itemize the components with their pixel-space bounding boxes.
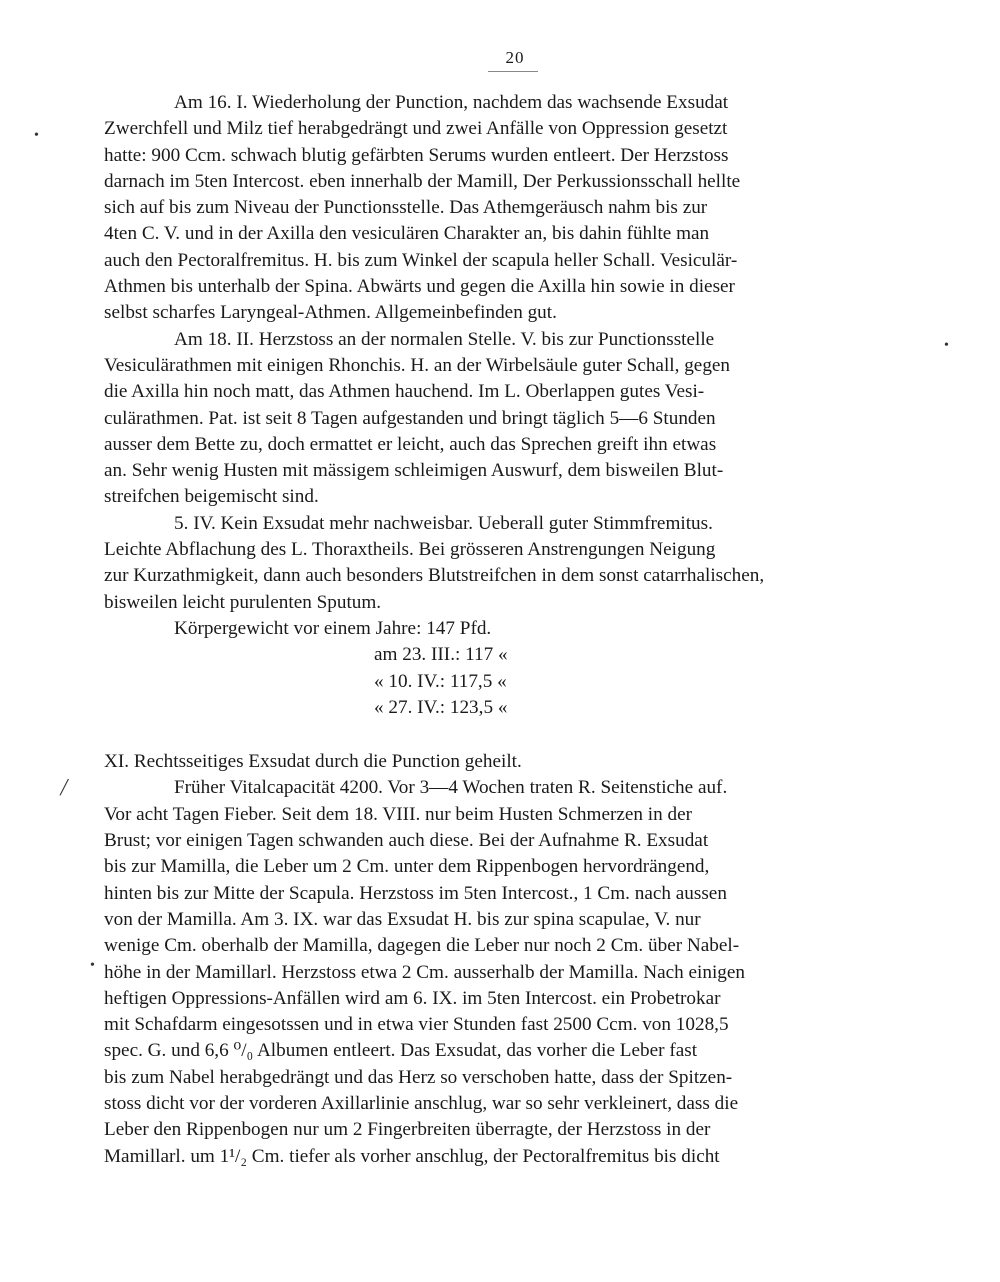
stray-mark: ╱: [60, 781, 69, 796]
page-number-rule: [488, 71, 538, 72]
text-line: streifchen beigemischt sind.: [104, 486, 319, 508]
text-line: Mamillarl. um 1¹/₂ Cm. tiefer als vorher anschlug, der Pectoralfremitus bis dicht: [104, 1145, 720, 1167]
body-weight-list: [104, 616, 940, 721]
paragraph-16-jan: [104, 90, 940, 327]
text-line: zur Kurzathmigkeit, dann auch besonders Blutstreifchen in dem sonst catarrhalischen,: [104, 565, 765, 587]
text-line: bisweilen leicht purulenten Sputum.: [104, 591, 382, 613]
paragraph-5-apr: [104, 511, 940, 616]
page-number: 20: [505, 48, 525, 67]
text-line: selbst scharfes Laryngeal-Athmen. Allgemeinbefinden gut.: [104, 302, 557, 324]
stray-mark: •: [944, 338, 949, 353]
text-line: ausser dem Bette zu, doch ermattet er leicht, auch das Sprechen greift ihn etwas: [104, 433, 717, 455]
text-line: bis zur Mamilla, die Leber um 2 Cm. unter dem Rippenbogen hervordrängend,: [104, 856, 710, 878]
text-line: Leichte Abflachung des L. Thoraxtheils. Bei grösseren Anstrengungen Neigung: [104, 539, 716, 561]
text-line: bis zum Nabel herabgedrängt und das Herz so verschoben hatte, dass der Spitzen-: [104, 1066, 733, 1088]
text-line: Früher Vitalcapacität 4200. Vor 3—4 Wochen traten R. Seitenstiche auf.: [174, 777, 728, 799]
text-line: Zwerchfell und Milz tief herabgedrängt und zwei Anfälle von Oppression gesetzt: [104, 118, 728, 140]
paragraph-18-feb: [104, 327, 940, 511]
text-line: Vesiculärathmen mit einigen Rhonchis. H. an der Wirbelsäule guter Schall, gegen: [104, 354, 731, 376]
stray-mark: •: [90, 958, 95, 973]
text-line: 5. IV. Kein Exsudat mehr nachweisbar. Ueberall guter Stimmfremitus.: [174, 512, 713, 534]
text-line: hinten bis zur Mitte der Scapula. Herzstoss im 5ten Intercost., 1 Cm. nach aussen: [104, 882, 727, 904]
text-line: Leber den Rippenbogen nur um 2 Fingerbreiten überragte, der Herzstoss in der: [104, 1119, 711, 1141]
weight-row: « 10. IV.: 117,5 «: [374, 670, 507, 692]
section-xi: [104, 749, 940, 1170]
text-line: wenige Cm. oberhalb der Mamilla, dagegen die Leber nur noch 2 Cm. über Nabel-: [104, 935, 740, 957]
page-text: [104, 90, 940, 1170]
text-line: Am 16. I. Wiederholung der Punction, nachdem das wachsende Exsudat: [174, 92, 729, 113]
text-line: hatte: 900 Ccm. schwach blutig gefärbten Serums wurden entleert. Der Herzstoss: [104, 144, 729, 166]
text-line: sich auf bis zum Niveau der Punctionsstelle. Das Athemgeräusch nahm bis zur: [104, 197, 708, 219]
text-line: heftigen Oppressions-Anfällen wird am 6. IX. im 5ten Intercost. ein Probetrokar: [104, 987, 721, 1009]
text-line: an. Sehr wenig Husten mit mässigem schleimigen Auswurf, dem bisweilen Blut-: [104, 460, 724, 482]
text-line: von der Mamilla. Am 3. IX. war das Exsudat H. bis zur spina scapulae, V. nur: [104, 908, 701, 930]
text-line: auch den Pectoralfremitus. H. bis zum Winkel der scapula heller Schall. Vesiculär-: [104, 249, 738, 271]
text-line: spec. G. und 6,6 ⁰/₀ Albumen entleert. Das Exsudat, das vorher die Leber fast: [104, 1040, 698, 1062]
text-line: stoss dicht vor der vorderen Axillarlinie anschlug, war so sehr verkleinert, dass die: [104, 1092, 739, 1114]
text-line: die Axilla hin noch matt, das Athmen hauchend. Im L. Oberlappen gutes Vesi-: [104, 381, 705, 403]
text-line: Vor acht Tagen Fieber. Seit dem 18. VIII. nur beim Husten Schmerzen in der: [104, 803, 692, 825]
text-line: mit Schafdarm eingesotssen und in etwa vier Stunden fast 2500 Ccm. von 1028,5: [104, 1014, 729, 1036]
weight-intro: Körpergewicht vor einem Jahre: 147 Pfd.: [174, 617, 492, 639]
text-line: Brust; vor einigen Tagen schwanden auch diese. Bei der Aufnahme R. Exsudat: [104, 830, 709, 852]
weight-row: « 27. IV.: 123,5 «: [374, 696, 508, 718]
text-line: culärathmen. Pat. ist seit 8 Tagen aufgestanden und bringt täglich 5—6 Stunden: [104, 407, 716, 429]
text-line: Am 18. II. Herzstoss an der normalen Stelle. V. bis zur Punctionsstelle: [174, 328, 715, 350]
section-gap: [104, 721, 940, 749]
section-heading: XI. Rechtsseitiges Exsudat durch die Punction geheilt.: [104, 751, 522, 773]
text-line: 4ten C. V. und in der Axilla den vesiculären Charakter an, bis dahin fühlte man: [104, 223, 710, 245]
text-line: höhe in der Mamillarl. Herzstoss etwa 2 Cm. ausserhalb der Mamilla. Nach einigen: [104, 961, 746, 983]
stray-mark: •: [34, 128, 39, 143]
text-line: Athmen bis unterhalb der Spina. Abwärts und gegen die Axilla hin sowie in dieser: [104, 276, 735, 298]
text-line: darnach im 5ten Intercost. eben innerhalb der Mamill, Der Perkussionsschall hellte: [104, 170, 741, 192]
weight-row: am 23. III.: 117 «: [374, 644, 508, 666]
